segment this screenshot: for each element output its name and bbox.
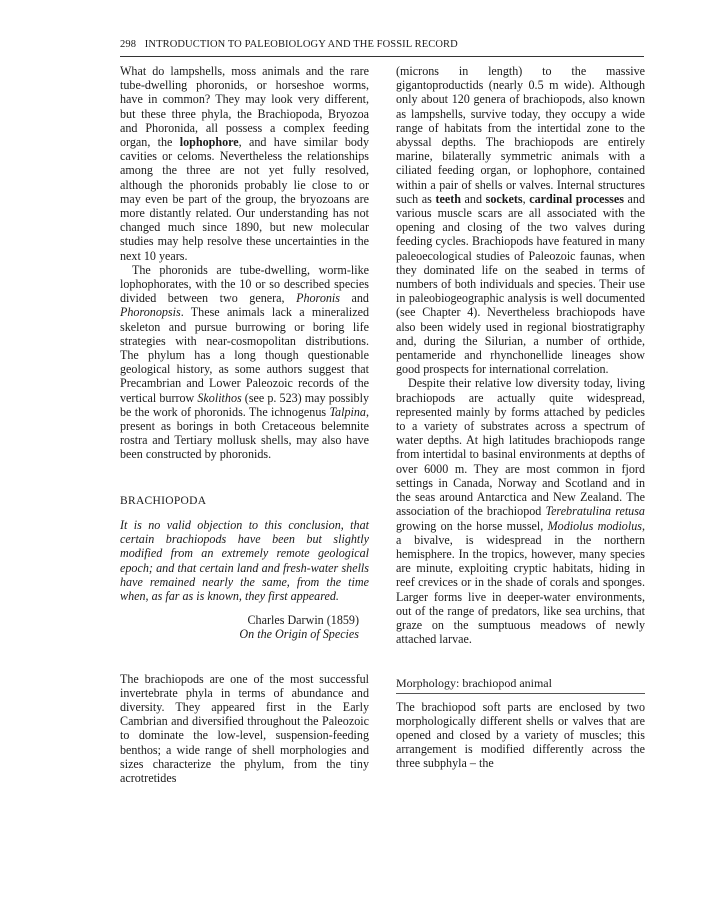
genus-phoronopsis: Phoronopsis bbox=[120, 305, 181, 320]
genus-phoronis: Phoronis bbox=[296, 291, 340, 306]
header-rule bbox=[120, 56, 644, 57]
quote-source: On the Origin of Species bbox=[239, 627, 359, 642]
epigraph-quote: It is no valid objection to this conclusion, that certain brachiopods have been but slightly modified from an extremely remote geological epoch; and that certain land and fresh-water shells have remained nearly the same, from the time when, as far as is known, they first appeared. bbox=[120, 517, 369, 603]
left-column bbox=[120, 64, 369, 785]
term-lophophore: lophophore bbox=[179, 135, 239, 150]
term-cardinal-processes: cardinal processes bbox=[529, 191, 624, 206]
distribution-paragraph: Despite their relative low diversity today, living brachiopods are actually quite widespread, represented mainly by forms attached by pedicles to a variety of substrates across a spectrum of water depths. At high latitudes brachiopods range from intertidal to basinal environments at depths of over 6000 m. They are most common in fjord settings in Canada, Norway and Scotland and in the seas around Antarctica and New Zealand. The association of the brachiopod Terebratulina retusa growing on the horse mussel, Modiolus modiolus, a bivalve, is widespread in the northern hemisphere. In the tropics, however, many species are minute, exploiting cryptic habitats, hiding in reef crevices or in the shade of corals and sponges. Larger forms live in deeper-water environments, out of the range of predators, like sea urchins, that graze on the sumptuous meadows of newly attached larvae. bbox=[396, 376, 645, 647]
species-modiolus: Modiolus modiolus bbox=[547, 518, 642, 533]
continued-paragraph: (microns in length) to the massive gigantoproductids (nearly 0.5 m wide). Although only about 120 genera of brachiopods, also known as lampshells, survive today, they occupy a wide range of habitats from the intertidal zone to the abyssal depths. The brachiopods are entirely marine, bilaterally symmetric animals with a ciliated feeding organ, or lophophore, contained within a pair of shells or valves. Internal structures such as teeth and sockets, cardinal processes and various muscle scars are all associated with the opening and closing of the two valves during feeding cycles. Brachiopods have featured in many paleoecological studies of Paleozoic faunas, when they dominated life on the seabed in terms of numbers of both individuals and species. Their use in paleobiogeographic analysis is well documented (see Chapter 4). Nevertheless brachiopods have also been widely used in regional biostratigraphy and, during the Silurian, a number of orthide, pentameride and rhynchonellide lineages show good prospects for international correlation. bbox=[396, 64, 646, 377]
right-column bbox=[396, 64, 645, 771]
genus-skolithos: Skolithos bbox=[197, 390, 242, 405]
quote-author: Charles Darwin (1859) bbox=[247, 613, 359, 628]
intro-paragraph: What do lampshells, moss animals and the rare tube-dwelling phoronids, or horseshoe worms, have in common? They may look very different, but these three phyla, the Brachiopoda, Bryozoa and Phoronida, all possess a complex feeding organ, the lophophore, and have similar body cavities or celoms. Nevertheless the relationships among the three are not yet fully resolved, although the phoronids probably lie close to or may even be part of the group, the bryozoans are more distantly related. Our understanding has not changed much since 1890, but new molecular studies may help resolve these uncertainties in the next 10 years. bbox=[120, 64, 370, 263]
species-terebratulina: Terebratulina retusa bbox=[545, 504, 645, 519]
running-header bbox=[120, 39, 644, 50]
phoronids-paragraph: The phoronids are tube-dwelling, worm-like lophophorates, with the 10 or so described species divided between two genera, Phoronis and Phoronopsis. These animals lack a mineralized skeleton and pursue burrowing or boring life strategies with near-cosmopolitan distributions. The phylum has a long though questionable geological history, as some authors suggest that Precambrian and Lower Paleozoic records of the vertical burrow Skolithos (see p. 523) may possibly be the work of phoronids. The ichnogenus Talpina, present as borings in both Cretaceous belemnite rostra and Tertiary mollusk shells, may also have been constructed by phoronids. bbox=[120, 262, 370, 462]
running-title: INTRODUCTION TO PALEOBIOLOGY AND THE FOSSIL RECORD bbox=[144, 39, 458, 50]
term-teeth: teeth bbox=[435, 191, 461, 206]
morphology-subheading: Morphology: brachiopod animal bbox=[396, 676, 645, 693]
quote-attribution bbox=[120, 613, 359, 641]
page-number: 298 bbox=[120, 39, 137, 50]
section-heading: BRACHIOPODA bbox=[120, 494, 207, 507]
brachiopods-intro-paragraph: The brachiopods are one of the most successful invertebrate phyla in terms of abundance and diversity. They appeared first in the Early Cambrian and diversified throughout the Paleozoic to dominate the low-level, suspension-feeding benthos; a wide range of shell morphologies and sizes characterize the phylum, from the tiny acrotretides bbox=[120, 671, 369, 785]
term-sockets: sockets bbox=[485, 191, 523, 206]
genus-talpina: Talpina bbox=[329, 404, 366, 419]
morphology-paragraph: The brachiopod soft parts are enclosed by two morphologically different shells or valves that are opened and closed by a variety of muscles; this arrangement is modified differently across the three subphyla – the bbox=[396, 699, 645, 771]
